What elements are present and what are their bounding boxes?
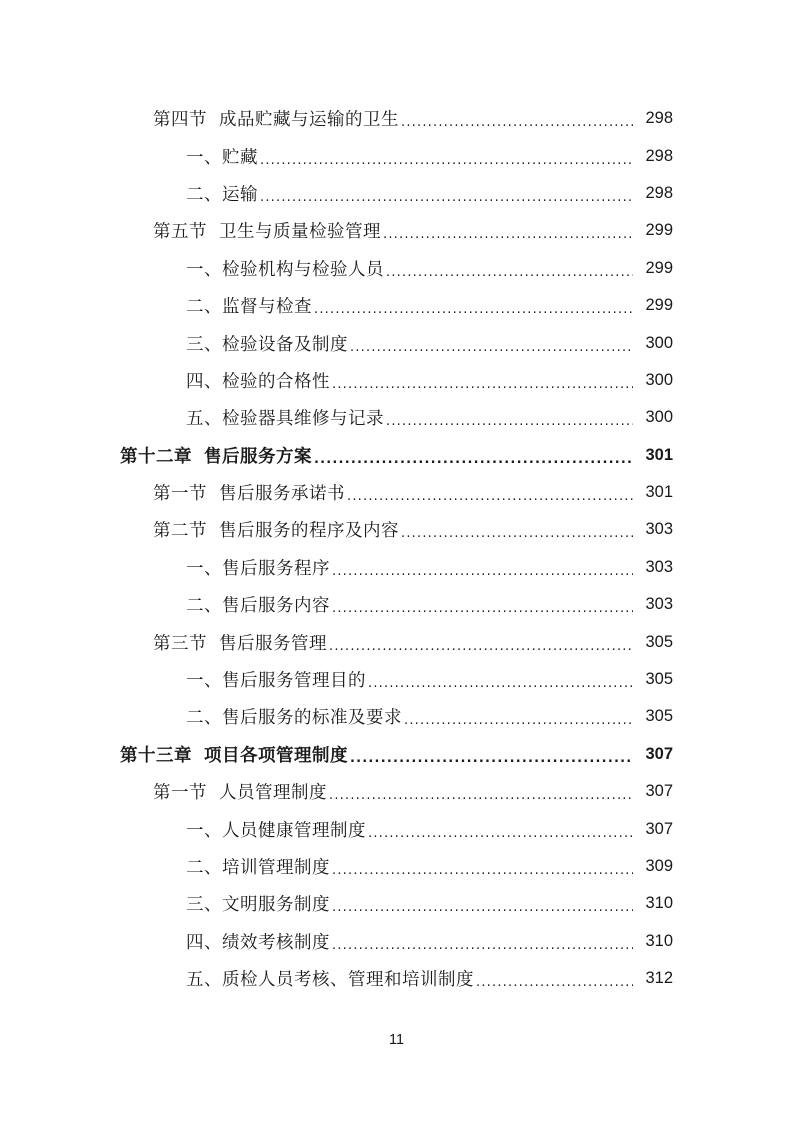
toc-entry-title — [120, 443, 312, 468]
toc-entry-title — [153, 480, 345, 505]
toc-entry-title — [186, 704, 402, 729]
toc-entry-page: 303 — [645, 557, 673, 576]
toc-entry-page: 301 — [645, 445, 673, 464]
toc-entry-item[interactable] — [0, 287, 793, 324]
toc-entry-text: 人员管理制度 — [219, 783, 327, 804]
toc-entry-title — [186, 667, 366, 692]
toc-dot-leader — [401, 526, 633, 541]
toc-entry-label: 五、 — [186, 970, 222, 991]
toc-entry-label: 二、 — [186, 297, 222, 318]
toc-entry-page: 299 — [645, 221, 673, 240]
toc-entry-item[interactable] — [0, 586, 793, 623]
toc-entry-text: 质检人员考核、管理和培训制度 — [222, 970, 474, 991]
toc-dot-leader — [332, 938, 633, 953]
toc-entry-page: 305 — [645, 632, 673, 651]
toc-entry-title — [186, 966, 474, 991]
toc-entry-section[interactable] — [0, 474, 793, 511]
toc-entry-item[interactable] — [0, 848, 793, 885]
toc-entry-item[interactable] — [0, 549, 793, 586]
toc-entry-title — [120, 742, 348, 767]
toc-entry-item[interactable] — [0, 250, 793, 287]
toc-entry-label: 第五节 — [153, 222, 207, 243]
toc-entry-page: 305 — [645, 707, 673, 726]
toc-entry-label: 第二节 — [153, 521, 207, 542]
toc-entry-item[interactable] — [0, 362, 793, 399]
toc-entry-text: 检验器具维修与记录 — [222, 409, 384, 430]
toc-entry-text: 售后服务管理目的 — [222, 671, 366, 692]
toc-dot-leader — [260, 190, 633, 205]
toc-entry-label: 第十二章 — [120, 446, 192, 467]
toc-entry-page: 305 — [645, 670, 673, 689]
toc-dot-leader — [350, 751, 633, 766]
toc-entry-label: 三、 — [186, 895, 222, 916]
toc-entry-label: 二、 — [186, 708, 222, 729]
toc-dot-leader — [383, 227, 633, 242]
toc-entry-label: 第一节 — [153, 484, 207, 505]
toc-entry-chapter[interactable] — [0, 437, 793, 474]
toc-entry-text: 监督与检查 — [222, 297, 312, 318]
toc-entry-label: 二、 — [186, 596, 222, 617]
toc-entry-page: 298 — [645, 183, 673, 202]
toc-entry-text: 售后服务程序 — [222, 558, 330, 579]
toc-entry-page: 310 — [645, 931, 673, 950]
toc-entry-title — [186, 256, 384, 281]
toc-entry-title — [186, 144, 258, 169]
toc-entry-title — [186, 405, 384, 430]
toc-entry-label: 一、 — [186, 259, 222, 280]
toc-entry-section[interactable] — [0, 773, 793, 810]
toc-entry-title — [186, 854, 330, 879]
toc-entry-page: 301 — [645, 483, 673, 502]
footer-page-number: 11 — [388, 1032, 405, 1048]
toc-entry-page: 312 — [645, 969, 673, 988]
table-of-contents — [0, 100, 793, 997]
toc-dot-leader — [329, 788, 633, 803]
toc-entry-title — [186, 293, 312, 318]
toc-entry-page: 299 — [645, 258, 673, 277]
toc-dot-leader — [332, 377, 633, 392]
toc-entry-text: 检验设备及制度 — [222, 334, 348, 355]
toc-entry-item[interactable] — [0, 810, 793, 847]
toc-entry-page: 307 — [645, 782, 673, 801]
toc-dot-leader — [329, 639, 633, 654]
toc-dot-leader — [404, 713, 633, 728]
toc-entry-label: 一、 — [186, 147, 222, 168]
toc-entry-label: 一、 — [186, 558, 222, 579]
toc-entry-item[interactable] — [0, 399, 793, 436]
toc-entry-section[interactable] — [0, 623, 793, 660]
toc-entry-page: 300 — [645, 333, 673, 352]
toc-entry-text: 文明服务制度 — [222, 895, 330, 916]
toc-entry-label: 一、 — [186, 671, 222, 692]
toc-entry-text: 售后服务内容 — [222, 596, 330, 617]
toc-entry-label: 四、 — [186, 371, 222, 392]
toc-dot-leader — [476, 975, 633, 990]
toc-dot-leader — [386, 414, 633, 429]
toc-dot-leader — [332, 601, 633, 616]
toc-entry-title — [186, 368, 330, 393]
toc-entry-text: 售后服务管理 — [219, 633, 327, 654]
toc-entry-title — [186, 817, 366, 842]
toc-dot-leader — [401, 115, 633, 130]
toc-entry-title — [186, 891, 330, 916]
toc-entry-label: 三、 — [186, 334, 222, 355]
toc-entry-text: 检验机构与检验人员 — [222, 259, 384, 280]
toc-entry-page: 300 — [645, 370, 673, 389]
toc-entry-text: 检验的合格性 — [222, 371, 330, 392]
toc-entry-title — [153, 517, 399, 542]
toc-entry-label: 第四节 — [153, 110, 207, 131]
toc-entry-title — [153, 779, 327, 804]
toc-dot-leader — [368, 676, 633, 691]
toc-entry-item[interactable] — [0, 698, 793, 735]
toc-entry-text: 运输 — [222, 184, 258, 205]
toc-entry-label: 一、 — [186, 820, 222, 841]
toc-entry-text: 卫生与质量检验管理 — [219, 222, 381, 243]
toc-entry-page: 309 — [645, 857, 673, 875]
toc-dot-leader — [332, 900, 633, 915]
toc-entry-label: 第三节 — [153, 633, 207, 654]
toc-entry-item[interactable] — [0, 175, 793, 212]
toc-entry-title — [153, 630, 327, 655]
toc-entry-label: 五、 — [186, 409, 222, 430]
toc-entry-text: 绩效考核制度 — [222, 932, 330, 953]
toc-entry-item[interactable] — [0, 137, 793, 174]
toc-entry-text: 售后服务的程序及内容 — [219, 521, 399, 542]
toc-entry-item[interactable] — [0, 661, 793, 698]
toc-entry-text: 项目各项管理制度 — [204, 745, 348, 766]
toc-entry-item[interactable] — [0, 960, 793, 997]
toc-entry-section[interactable] — [0, 511, 793, 548]
toc-entry-page: 310 — [645, 894, 673, 913]
toc-entry-section[interactable] — [0, 100, 793, 137]
toc-entry-title — [186, 592, 330, 617]
toc-entry-title — [186, 181, 258, 206]
toc-entry-label: 第一节 — [153, 783, 207, 804]
toc-entry-text: 成品贮藏与运输的卫生 — [219, 110, 399, 131]
toc-dot-leader — [332, 564, 633, 579]
toc-dot-leader — [314, 302, 633, 317]
toc-entry-text: 售后服务承诺书 — [219, 484, 345, 505]
toc-entry-text: 贮藏 — [222, 147, 258, 168]
toc-entry-title — [186, 929, 330, 954]
toc-dot-leader — [314, 452, 633, 467]
toc-entry-page: 298 — [645, 109, 673, 128]
toc-entry-page: 307 — [645, 819, 673, 838]
toc-entry-label: 二、 — [186, 184, 222, 205]
toc-entry-page: 307 — [645, 744, 673, 763]
toc-entry-item[interactable] — [0, 324, 793, 361]
toc-entry-text: 培训管理制度 — [222, 858, 330, 878]
toc-entry-title — [153, 218, 381, 243]
toc-entry-page: 303 — [645, 520, 673, 539]
toc-entry-chapter[interactable] — [0, 736, 793, 773]
toc-dot-leader — [332, 863, 633, 878]
toc-entry-page: 298 — [645, 146, 673, 165]
toc-entry-title — [186, 555, 330, 580]
toc-entry-item[interactable] — [0, 885, 793, 922]
toc-dot-leader — [350, 340, 633, 355]
toc-entry-text: 售后服务方案 — [204, 446, 312, 467]
toc-dot-leader — [386, 265, 633, 280]
toc-entry-title — [186, 331, 348, 356]
toc-entry-section[interactable] — [0, 212, 793, 249]
toc-entry-text: 售后服务的标准及要求 — [222, 708, 402, 729]
toc-entry-title — [153, 106, 399, 131]
toc-dot-leader — [260, 153, 633, 168]
toc-entry-page: 299 — [645, 296, 673, 315]
toc-entry-label: 第十三章 — [120, 745, 192, 766]
toc-entry-page: 303 — [645, 595, 673, 614]
toc-entry-label: 四、 — [186, 932, 222, 953]
toc-dot-leader — [368, 826, 633, 841]
toc-entry-label: 二、 — [186, 858, 222, 878]
toc-entry-item[interactable] — [0, 923, 793, 960]
toc-entry-text: 人员健康管理制度 — [222, 820, 366, 841]
toc-dot-leader — [347, 489, 633, 504]
toc-entry-page: 300 — [645, 408, 673, 427]
